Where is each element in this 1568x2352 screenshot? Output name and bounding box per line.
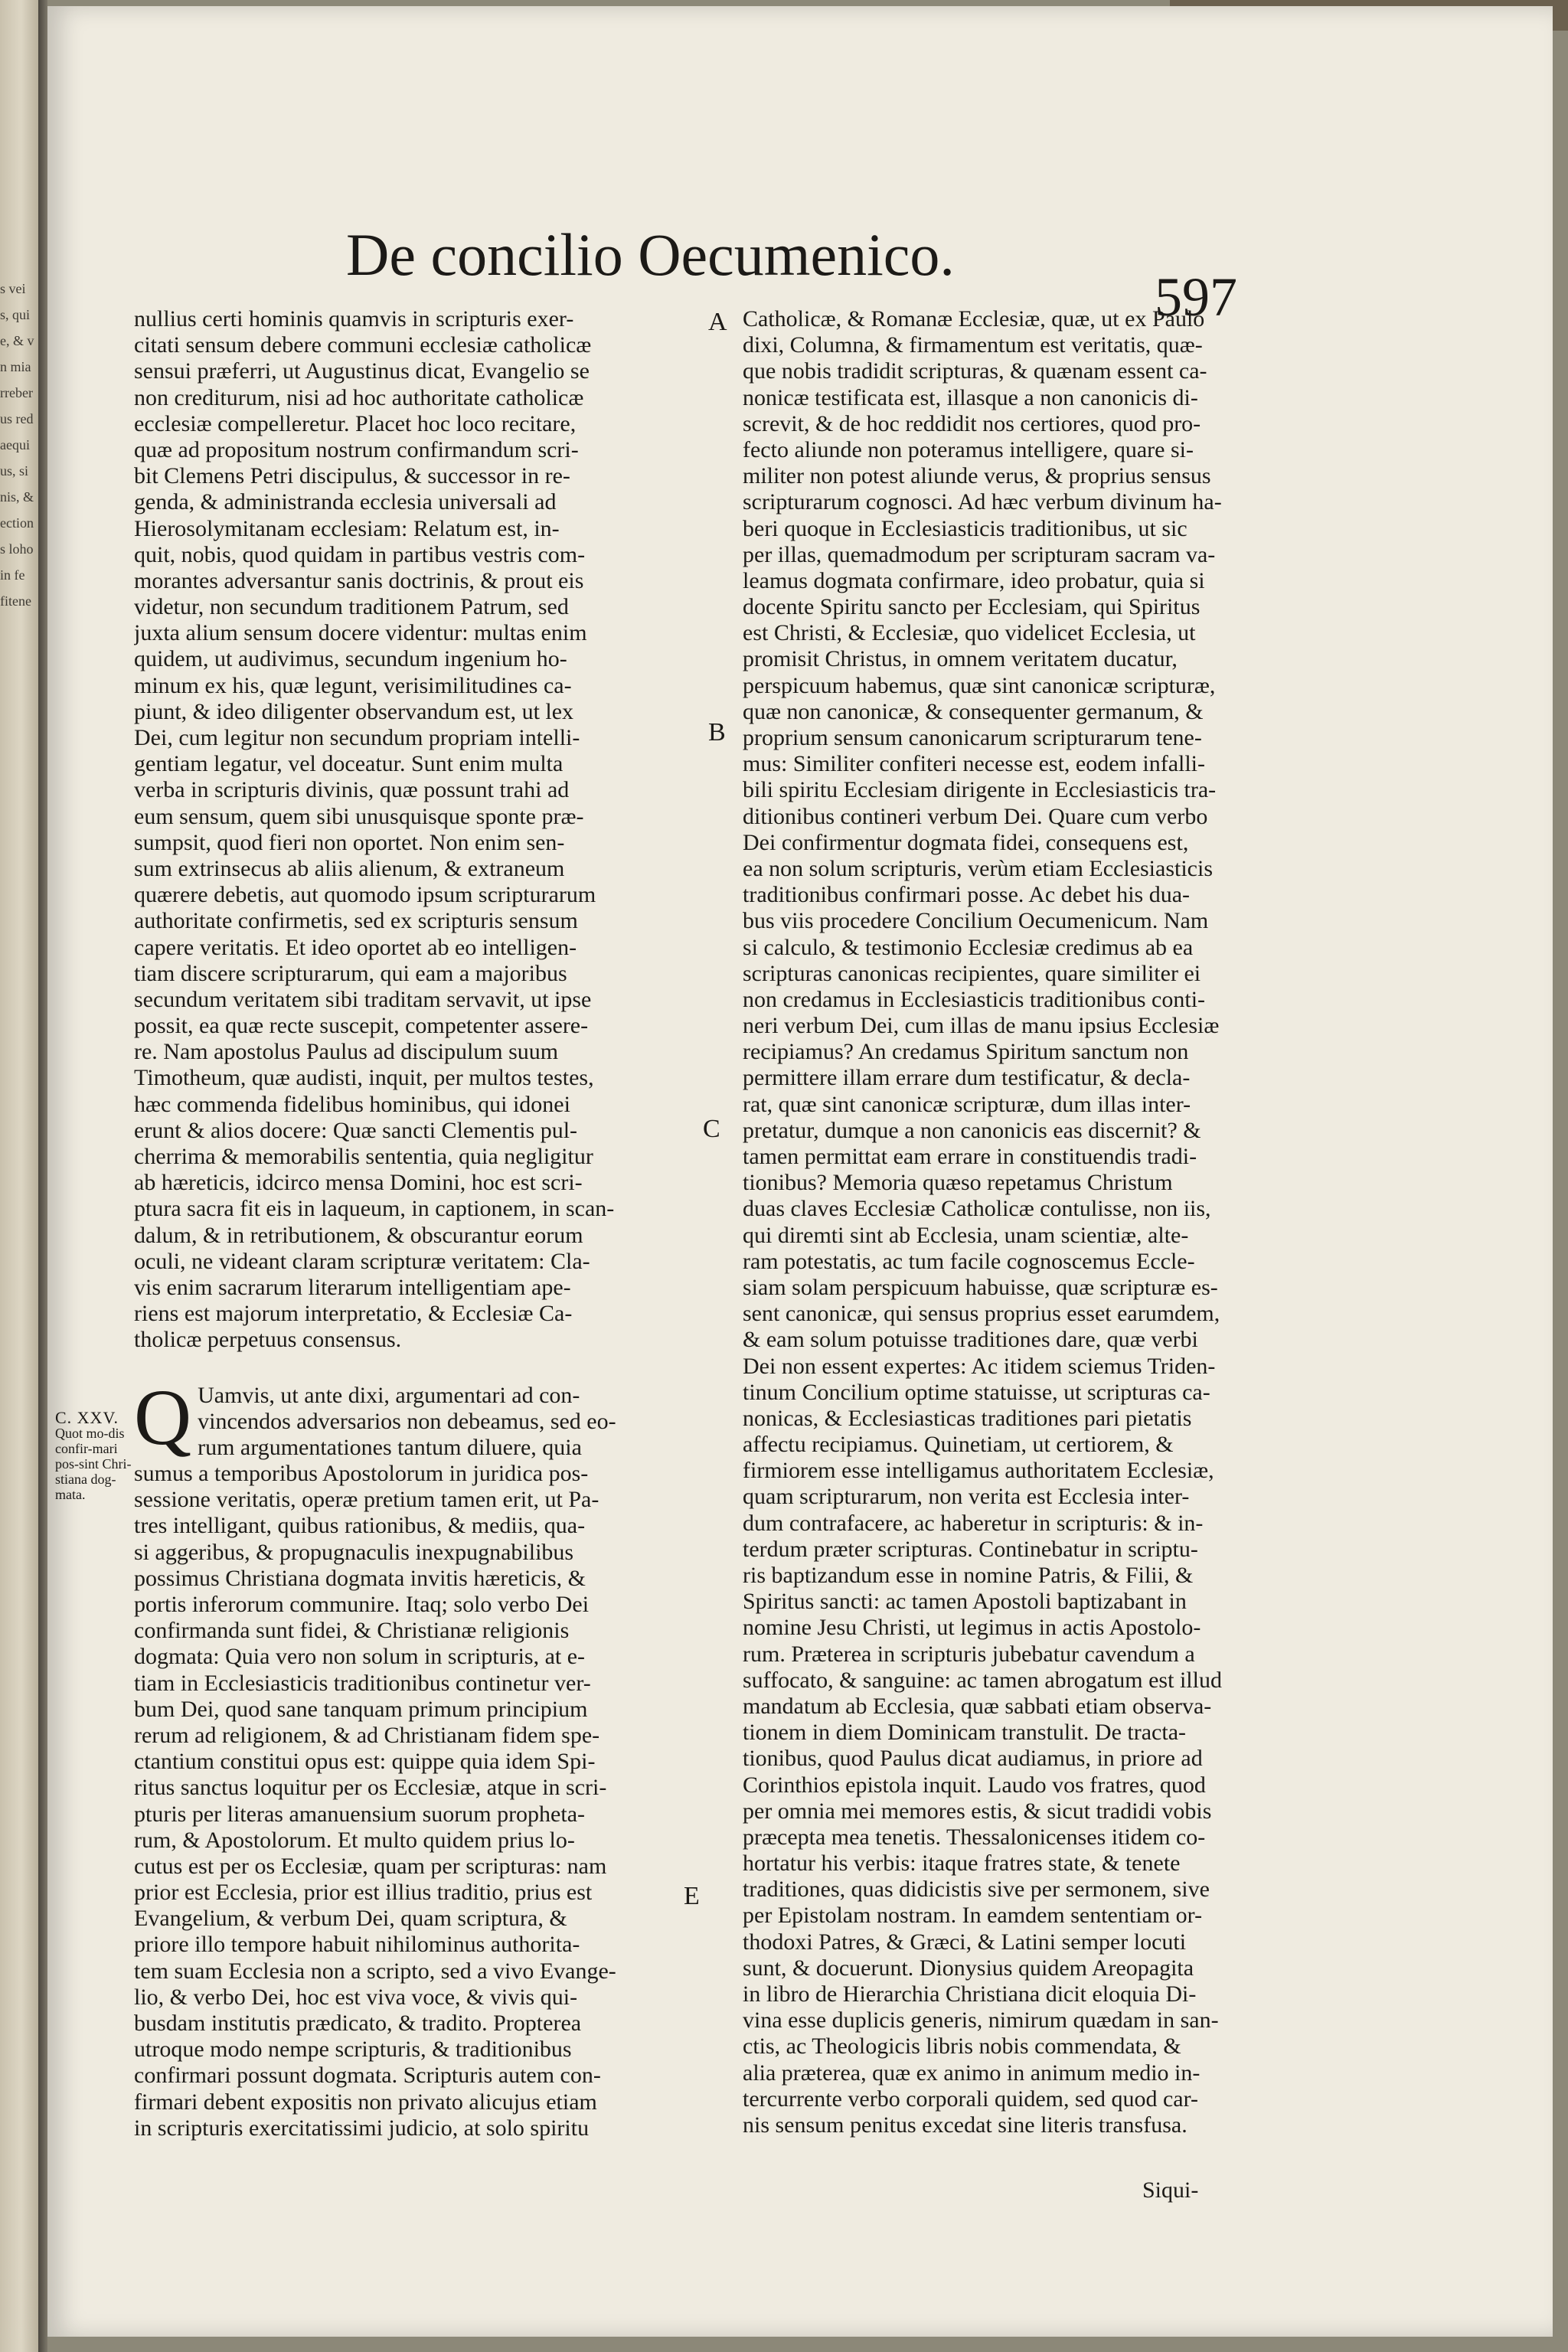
chapter-line: ritus sanctus loquitur per os Ecclesiæ, atque in scri- xyxy=(134,1775,607,1801)
chapter-line: sessione veritatis, operæ pretium tamen erit, ut Pa- xyxy=(134,1487,599,1513)
left-column-line: sumpsit, quod fieri non oportet. Non enim sen- xyxy=(134,829,565,855)
left-column-line: quit, nobis, quod quidam in partibus vestris com- xyxy=(134,541,586,567)
left-column-line: sensui præferri, ut Augustinus dicat, Evangelio se xyxy=(134,358,590,384)
right-column-line: nis sensum penitus excedat sine literis transfusa. xyxy=(743,2112,1187,2138)
chapter-line: rerum ad religionem, & ad Christianam fidem spe- xyxy=(134,1722,600,1748)
left-column-line: citati sensum debere communi ecclesiæ catholicæ xyxy=(134,332,592,358)
chapter-line: si aggeribus, & propugnaculis inexpugnabilibus xyxy=(134,1539,574,1565)
right-column-line: vina esse duplicis generis, nimirum quædam in san- xyxy=(743,2007,1219,2034)
left-column-line: Hierosolymitanam ecclesiam: Relatum est, in- xyxy=(134,515,560,541)
right-column-line: siam solam perspicuum habuisse, quæ scripturæ es- xyxy=(743,1274,1218,1300)
right-column-line: Corinthios epistola inquit. Laudo vos fratres, quod xyxy=(743,1772,1206,1798)
chapter-paragraph xyxy=(134,1373,697,2141)
right-column-line: bili spiritu Ecclesiam dirigente in Ecclesiasticis tra- xyxy=(743,777,1217,803)
left-column-line: eum sensum, quem sibi unusquisque sponte præ- xyxy=(134,803,584,829)
previous-page-edge xyxy=(0,0,38,2352)
right-column-line: rum. Præterea in scripturis jubebatur cavendum a xyxy=(743,1641,1195,1667)
right-column-line: mandatum ab Ecclesia, quæ sabbati etiam observa- xyxy=(743,1693,1212,1719)
left-column-line: hæc commenda fidelibus hominibus, qui idonei xyxy=(134,1091,570,1117)
chapter-number: C. XXV. xyxy=(55,1408,119,1427)
right-column-line: tinum Concilium optime statuisse, ut scripturas ca- xyxy=(743,1379,1210,1405)
left-column-line: quærere debetis, aut quomodo ipsum scripturarum xyxy=(134,882,596,908)
left-column-line: nullius certi hominis quamvis in scripturis exer- xyxy=(134,306,574,332)
left-column-line: vis enim sacrarum literarum intelligentiam ape- xyxy=(134,1274,571,1300)
right-column-line: sunt, & docuerunt. Dionysius quidem Areopagita xyxy=(743,1955,1194,1981)
previous-page-fragment: e, & v xyxy=(0,333,34,348)
right-column-line: pretatur, dumque a non canonicis eas discernit? & xyxy=(743,1117,1201,1143)
right-column-line: tionem in diem Dominicam transtulit. De tracta- xyxy=(743,1720,1187,1746)
right-column-line: bus viis procedere Concilium Oecumenicum. Nam xyxy=(743,908,1209,934)
right-column-line: neri verbum Dei, cum illas de manu ipsius Ecclesiæ xyxy=(743,1013,1220,1039)
left-column-line: authoritate confirmetis, sed ex scripturis sensum xyxy=(134,908,578,934)
right-column-line: recipiamus? An credamus Spiritum sanctum non xyxy=(743,1039,1189,1065)
left-column-line: verba in scripturis divinis, quæ possunt trahi ad xyxy=(134,777,570,803)
chapter-line: rum, & Apostolorum. Et multo quidem prius lo- xyxy=(134,1827,575,1853)
left-column-line: ecclesiæ compelleretur. Placet hoc loco recitare, xyxy=(134,410,577,436)
right-column-line: ea non solum scripturis, verùm etiam Ecclesiasticis xyxy=(743,855,1214,881)
right-column-line: sent canonicæ, qui sensus proprius esset earumdem, xyxy=(743,1301,1220,1327)
right-column-line: scripturarum cognosci. Ad hæc verbum divinum ha- xyxy=(743,489,1222,515)
left-column-line: bit Clemens Petri discipulus, & successor in re- xyxy=(134,463,570,489)
chapter-marginal-note xyxy=(55,1410,139,1502)
left-column-line: genda, & administranda ecclesia universali ad xyxy=(134,489,557,515)
chapter-line: utroque modo nempe scripturis, & traditionibus xyxy=(134,2037,572,2063)
left-column-line: secundum veritatem sibi traditam servavit, ut ipse xyxy=(134,986,592,1012)
chapter-line: in scripturis exercitatissimi judicio, at solo spiritu xyxy=(134,2115,590,2141)
right-column-line: promisit Christus, in omnem veritatem ducatur, xyxy=(743,646,1178,672)
left-column-line: ab hæreticis, idcirco mensa Domini, hoc est scri- xyxy=(134,1170,583,1196)
right-column-line: si calculo, & testimonio Ecclesiæ credimus ab ea xyxy=(743,934,1194,960)
right-column-line: leamus dogmata confirmare, ideo probatur, quia si xyxy=(743,567,1205,593)
left-column-line: videtur, non secundum traditionem Patrum, sed xyxy=(134,594,569,620)
chapter-line: sumus a temporibus Apostolorum in juridica pos- xyxy=(134,1461,589,1487)
right-column-line: nonicas, & Ecclesiasticas traditiones pari pietatis xyxy=(743,1405,1192,1431)
chapter-line: prior est Ecclesia, prior est illius traditio, prius est xyxy=(134,1880,593,1906)
right-column-line: terdum præter scripturas. Continebatur in scriptu- xyxy=(743,1536,1198,1562)
previous-page-fragment: ection xyxy=(0,515,34,531)
right-column-line: præcepta mea tenetis. Thessalonicenses itidem co- xyxy=(743,1824,1206,1850)
left-column-line: morantes adversantur sanis doctrinis, & prout eis xyxy=(134,567,584,593)
right-column-line: hortatur his verbis: itaque fratres state, & tenete xyxy=(743,1851,1181,1877)
left-column-line: sum extrinsecus ab aliis alienum, & extraneum xyxy=(134,855,565,881)
previous-page-fragment: aequi xyxy=(0,437,30,452)
right-column-line: affectu recipiamus. Quinetiam, ut certiorem, & xyxy=(743,1432,1174,1458)
chapter-line: Uamvis, ut ante dixi, argumentari ad con- xyxy=(198,1382,580,1408)
right-column-line: ris baptizandum esse in nomine Patris, & Filii, & xyxy=(743,1563,1194,1588)
right-column-line: dixi, Columna, & firmamentum est veritatis, quæ- xyxy=(743,332,1203,358)
right-column-paragraph xyxy=(743,306,1271,2138)
right-column-line: fecto aliunde non poteramus intelligere, quare si- xyxy=(743,436,1194,462)
left-column-line: cherrima & memorabilis sententia, quia negligitur xyxy=(134,1144,593,1169)
catchword: Siqui- xyxy=(1142,2177,1199,2203)
right-column-line: rat, quæ sint canonicæ scripturæ, dum illas inter- xyxy=(743,1091,1191,1117)
drop-capital: Q xyxy=(134,1373,192,1462)
page-number: 597 xyxy=(1155,266,1237,328)
page-title: De concilio Oecumenico. xyxy=(346,221,955,288)
right-column-line: Spiritus sancti: ac tamen Apostoli baptizabant in xyxy=(743,1589,1187,1615)
right-column-line: tionibus, quod Paulus dicat audiamus, in priore ad xyxy=(743,1746,1203,1772)
right-column-line: & eam solum potuisse traditiones dare, quæ verbi xyxy=(743,1327,1198,1353)
left-column-line: Timotheum, quæ audisti, inquit, per multos testes, xyxy=(134,1065,594,1091)
chapter-line: pturis per literas amanuensium suorum propheta- xyxy=(134,1801,586,1827)
margin-letter-a: A xyxy=(708,308,727,336)
right-column-line: quam scripturarum, non verita est Ecclesia inter- xyxy=(743,1484,1190,1510)
right-column-line: per Epistolam nostram. In eamdem sententiam or- xyxy=(743,1903,1203,1929)
left-column-line: gentiam legatur, vel doceatur. Sunt enim multa xyxy=(134,751,564,777)
left-column xyxy=(134,306,697,2141)
right-column-line: nonicæ testificata est, illasque a non canonicis di- xyxy=(743,384,1198,410)
chapter-line: ctantium constitui opus est: quippe quia idem Spi- xyxy=(134,1749,596,1775)
previous-page-fragment: s loho xyxy=(0,541,34,557)
left-column-line: juxta alium sensum docere videntur: multas enim xyxy=(134,620,587,646)
chapter-line: tem suam Ecclesia non a scripto, sed a vivo Evange- xyxy=(134,1958,616,1984)
previous-page-fragment: s vei xyxy=(0,281,26,296)
previous-page-text xyxy=(0,276,37,614)
right-column-line: traditionibus confirmari posse. Ac debet his dua- xyxy=(743,882,1191,908)
right-column-line: perspicuum habemus, quæ sint canonicæ scripturæ, xyxy=(743,672,1216,698)
right-column-line: militer non potest aliunde verus, & proprius sensus xyxy=(743,463,1211,489)
margin-letter-b: B xyxy=(708,718,726,746)
left-column-line: tiam discere scripturarum, qui eam a majoribus xyxy=(134,960,567,986)
left-column-paragraph xyxy=(134,306,697,1354)
chapter-line: portis inferorum communire. Itaq; solo verbo Dei xyxy=(134,1592,590,1617)
right-column-line: ditionibus contineri verbum Dei. Quare cum verbo xyxy=(743,803,1208,829)
right-column-line: tionibus? Memoria quæso repetamus Christum xyxy=(743,1170,1173,1196)
chapter-line: lio, & verbo Dei, hoc est viva voce, & vivis qui- xyxy=(134,1984,578,2010)
left-column-line: quæ ad propositum nostrum confirmandum scri- xyxy=(134,436,579,462)
right-column-line: qui diremti sint ab Ecclesia, unam scientiæ, alte- xyxy=(743,1222,1189,1248)
previous-page-fragment: nis, & xyxy=(0,489,34,505)
right-column-line: ram potestatis, ac tum facile cognoscemus Eccle- xyxy=(743,1248,1195,1274)
right-column-line: tercurrente verbo corporali quidem, sed quod car- xyxy=(743,2086,1198,2112)
right-column-line: thodoxi Patres, & Græci, & Latini semper locuti xyxy=(743,1929,1187,1955)
left-column-line: erunt & alios docere: Quæ sancti Clementis pul- xyxy=(134,1117,578,1143)
chapter-line: vincendos adversarios non debeamus, sed eo- xyxy=(198,1408,616,1434)
left-column-line: piunt, & ideo diligenter observandum est, ut lex xyxy=(134,698,574,724)
right-column-line: dum contrafacere, ac haberetur in scripturis: & in- xyxy=(743,1510,1204,1536)
margin-letter-c: C xyxy=(703,1115,720,1143)
left-column-line: possit, ea quæ recte suscepit, competenter assere- xyxy=(134,1013,589,1039)
previous-page-fragment: in fe xyxy=(0,567,25,583)
right-column-line: screvit, & de hoc reddidit nos certiores, quod pro- xyxy=(743,410,1201,436)
left-column-line: capere veritatis. Et ideo oportet ab eo intelligen- xyxy=(134,934,577,960)
chapter-line: bum Dei, quod sane tanquam primum principium xyxy=(134,1696,588,1722)
previous-page-fragment: s, qui xyxy=(0,307,31,322)
book-gutter xyxy=(38,0,47,2352)
left-column-line: Dei, cum legitur non secundum propriam intelli- xyxy=(134,725,580,750)
chapter-line: Evangelium, & verbum Dei, quam scriptura, & xyxy=(134,1906,567,1932)
chapter-line: rum argumentationes tantum diluere, quia xyxy=(198,1434,582,1460)
chapter-summary: Quot mo-dis confir-mari pos-sint Chri-stiana dog-mata. xyxy=(55,1426,132,1502)
left-column-line: dalum, & in retributionem, & obscurantur eorum xyxy=(134,1222,583,1248)
chapter-line: firmari debent expositis non privato alicujus etiam xyxy=(134,2089,597,2115)
left-column-line: quidem, ut audivimus, secundum ingenium ho- xyxy=(134,646,567,672)
right-column-line: Catholicæ, & Romanæ Ecclesiæ, quæ, ut ex Paulo xyxy=(743,306,1205,332)
left-column-line: riens est majorum interpretatio, & Ecclesiæ Ca- xyxy=(134,1301,573,1327)
previous-page-fragment: rreber xyxy=(0,385,33,400)
left-column-line: oculi, ne videant claram scripturæ veritatem: Cla- xyxy=(134,1248,590,1274)
previous-page-fragment: us, si xyxy=(0,463,29,479)
right-column-line: per illas, quemadmodum per scripturam sacram va- xyxy=(743,541,1216,567)
chapter-line: confirmanda sunt fidei, & Christianæ religionis xyxy=(134,1618,570,1644)
chapter-line: dogmata: Quia vero non solum in scripturis, at e- xyxy=(134,1644,586,1670)
right-column-line: non credamus in Ecclesiasticis traditionibus conti- xyxy=(743,986,1206,1012)
chapter-line: possimus Christiana dogmata invitis hæreticis, & xyxy=(134,1565,586,1591)
right-column-line: mus: Similiter confiteri necesse est, eodem infalli- xyxy=(743,751,1205,777)
chapter-line: cutus est per os Ecclesiæ, quam per scripturas: nam xyxy=(134,1853,607,1879)
chapter-line: tres intelligant, quibus rationibus, & mediis, qua- xyxy=(134,1513,586,1539)
chapter-line: tiam in Ecclesiasticis traditionibus continetur ver- xyxy=(134,1670,591,1696)
right-column xyxy=(743,306,1271,2138)
chapter-line: priore illo tempore habuit nihilominus authorita- xyxy=(134,1932,580,1958)
right-column-line: docente Spiritu sancto per Ecclesiam, qui Spiritus xyxy=(743,594,1200,620)
right-column-line: in libro de Hierarchia Christiana dicit eloquia Di- xyxy=(743,1981,1197,2007)
right-column-line: est Christi, & Ecclesiæ, quo videlicet Ecclesia, ut xyxy=(743,620,1196,646)
previous-page-fragment: fitene xyxy=(0,593,31,609)
previous-page-fragment: n mia xyxy=(0,359,31,374)
left-column-line: re. Nam apostolus Paulus ad discipulum suum xyxy=(134,1039,559,1065)
right-column-line: quæ non canonicæ, & consequenter germanum, & xyxy=(743,698,1204,724)
right-column-line: ctis, ac Theologicis libris nobis commendata, & xyxy=(743,2034,1181,2060)
right-column-line: per omnia mei memores estis, & sicut tradidi vobis xyxy=(743,1798,1212,1824)
right-column-line: alia præterea, quæ ex animo in animum medio in- xyxy=(743,2060,1200,2086)
right-column-line: Dei confirmentur dogmata fidei, consequens est, xyxy=(743,829,1189,855)
left-column-line: non crediturum, nisi ad hoc authoritate catholicæ xyxy=(134,384,584,410)
right-column-line: Dei non essent expertes: Ac itidem sciemus Triden- xyxy=(743,1353,1216,1379)
left-column-line: ptura sacra fit eis in laqueum, in captionem, in scan- xyxy=(134,1196,615,1222)
right-column-line: traditiones, quas didicistis sive per sermonem, sive xyxy=(743,1877,1210,1903)
right-column-line: permittere illam errare dum testificatur, & decla- xyxy=(743,1065,1191,1091)
right-column-line: duas claves Ecclesiæ Catholicæ contulisse, non iis, xyxy=(743,1196,1211,1222)
right-column-line: firmiorem esse intelligamus authoritatem Ecclesiæ, xyxy=(743,1458,1214,1484)
chapter-line: confirmari possunt dogmata. Scripturis autem con- xyxy=(134,2063,601,2089)
right-column-line: suffocato, & sanguine: ac tamen abrogatum est illud xyxy=(743,1667,1222,1693)
right-column-line: tamen permittat eam errare in constituendis tradi- xyxy=(743,1144,1197,1169)
right-column-line: nomine Jesu Christi, ut legimus in actis Apostolo- xyxy=(743,1615,1201,1641)
right-column-line: beri quoque in Ecclesiasticis traditionibus, ut sic xyxy=(743,515,1187,541)
margin-letter-e: E xyxy=(684,1882,700,1910)
left-column-line: minum ex his, quæ legunt, verisimilitudines ca- xyxy=(134,672,572,698)
chapter-line: busdam institutis prædicato, & tradito. Propterea xyxy=(134,2011,582,2036)
previous-page-fragment: us red xyxy=(0,411,34,426)
left-column-line: tholicæ perpetuus consensus. xyxy=(134,1327,402,1353)
right-column-line: que nobis tradidit scripturas, & quænam essent ca- xyxy=(743,358,1207,384)
right-column-line: scripturas canonicas recipientes, quare similiter ei xyxy=(743,960,1201,986)
right-column-line: proprium sensum canonicarum scripturarum tene- xyxy=(743,725,1202,750)
